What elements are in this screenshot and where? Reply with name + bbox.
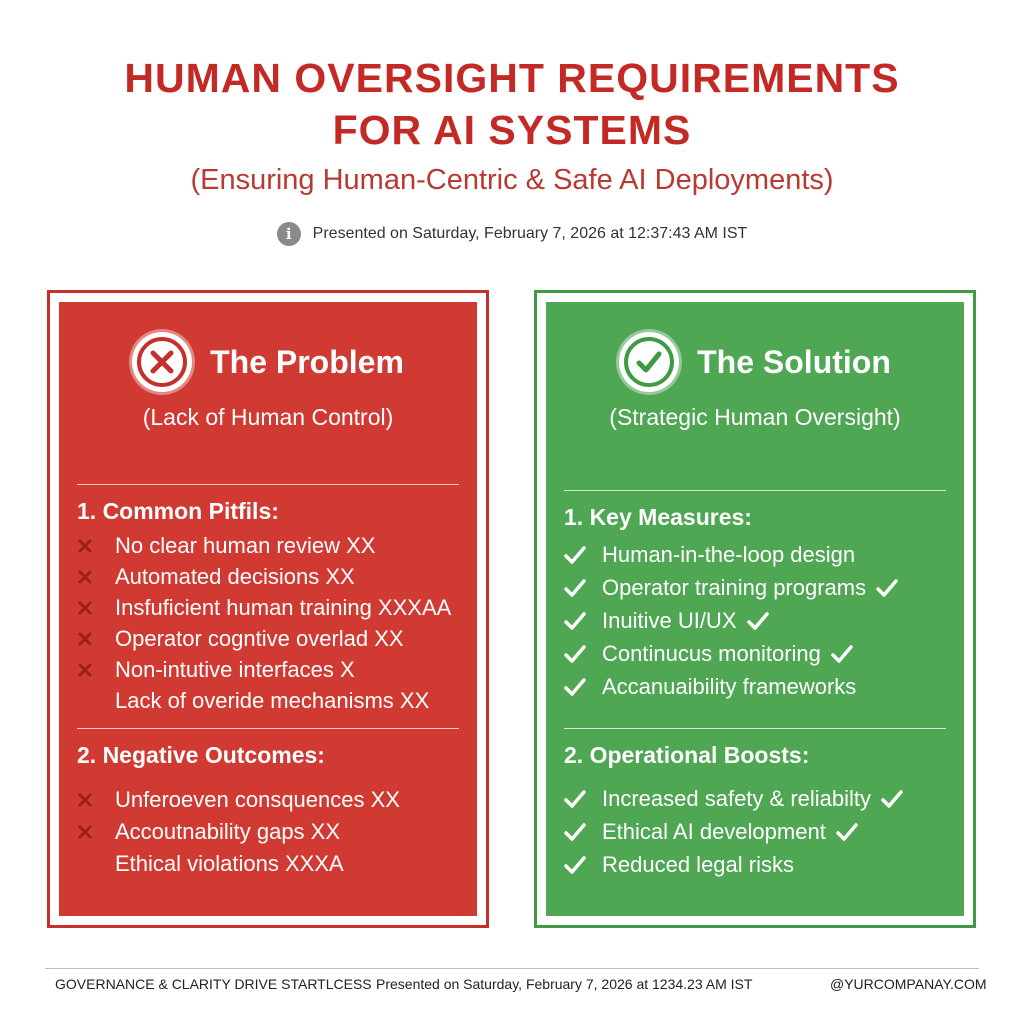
list-item: Reduced legal risks <box>564 849 954 881</box>
check-icon <box>831 644 853 664</box>
list-item: Human-in-the-loop design <box>564 539 954 571</box>
problem-panel <box>47 290 489 928</box>
list-item: Inuitive UI/UX <box>564 605 954 637</box>
cross-icon <box>77 538 93 554</box>
list-item: Increased safety & reliabilty <box>564 783 954 815</box>
problem-section2-title: 2. Negative Outcomes: <box>77 742 325 768</box>
problem-divider-2 <box>77 728 459 729</box>
problem-divider-1 <box>77 484 459 485</box>
list-item: Operator training programs <box>564 572 954 604</box>
info-icon: i <box>277 222 301 246</box>
list-item: Operator cogntive overlad XX <box>77 623 467 655</box>
solution-title: The Solution <box>697 343 891 380</box>
list-item: Automated decisions XX <box>77 561 467 593</box>
footer-presented: Presented on Saturday, February 7, 2026 at 1234.23 AM IST <box>376 976 753 992</box>
problem-title: The Problem <box>210 343 404 380</box>
problem-header <box>59 332 477 392</box>
list-item: Ethical AI development <box>564 816 954 848</box>
cross-icon <box>77 569 93 585</box>
title-line-2: FOR AI SYSTEMS <box>332 107 692 153</box>
solution-panel-body <box>546 302 964 916</box>
list-item: Continucus monitoring <box>564 638 954 670</box>
footer-website[interactable]: @YURCOMPANAY.COM <box>830 976 987 992</box>
page-title <box>0 52 1024 156</box>
problem-section1-title: 1. Common Pitfils: <box>77 498 279 524</box>
cross-icon <box>77 600 93 616</box>
footer-tagline: GOVERNANCE & CLARITY DRIVE STARTLCESS <box>55 976 372 992</box>
page-subtitle: (Ensuring Human-Centric & Safe AI Deployments) <box>190 164 834 196</box>
solution-header <box>546 332 964 392</box>
solution-badge <box>619 332 679 392</box>
check-icon <box>564 578 586 598</box>
problem-subtitle: (Lack of Human Control) <box>142 404 394 430</box>
list-item: Non-intutive interfaces X <box>77 654 467 686</box>
solution-divider-1 <box>564 490 946 491</box>
list-item: Lack of overide mechanisms XX <box>115 688 430 713</box>
list-item: Insfuficient human training XXXAA <box>77 592 467 624</box>
cross-icon <box>77 824 93 840</box>
check-icon <box>564 644 586 664</box>
check-icon <box>881 789 903 809</box>
presented-info <box>0 222 1024 246</box>
check-icon <box>564 822 586 842</box>
solution-section2-title: 2. Operational Boosts: <box>564 742 810 768</box>
list-item: Accoutnability gaps XX <box>77 816 467 848</box>
check-icon <box>564 611 586 631</box>
check-icon <box>747 611 769 631</box>
cross-icon <box>148 348 176 376</box>
check-icon <box>564 545 586 565</box>
solution-divider-2 <box>564 728 946 729</box>
title-line-1: HUMAN OVERSIGHT REQUIREMENTS <box>124 55 900 101</box>
solution-subtitle: (Strategic Human Oversight) <box>609 404 901 430</box>
list-item: No clear human review XX <box>77 530 467 562</box>
solution-panel <box>534 290 976 928</box>
list-item: Unferoeven consquences XX <box>77 784 467 816</box>
check-icon <box>836 822 858 842</box>
check-icon <box>564 789 586 809</box>
check-icon <box>876 578 898 598</box>
check-icon <box>634 347 664 377</box>
cross-icon <box>77 631 93 647</box>
check-icon <box>564 855 586 875</box>
presented-text: Presented on Saturday, February 7, 2026 at 12:37:43 AM IST <box>312 225 748 242</box>
list-item: Accanuaibility frameworks <box>564 671 954 703</box>
problem-panel-body <box>59 302 477 916</box>
check-icon <box>564 677 586 697</box>
solution-section1-title: 1. Key Measures: <box>564 504 752 530</box>
cross-icon <box>77 792 93 808</box>
cross-icon <box>77 662 93 678</box>
problem-badge <box>132 332 192 392</box>
footer-divider <box>45 968 979 969</box>
list-item: Ethical violations XXXA <box>115 851 344 876</box>
